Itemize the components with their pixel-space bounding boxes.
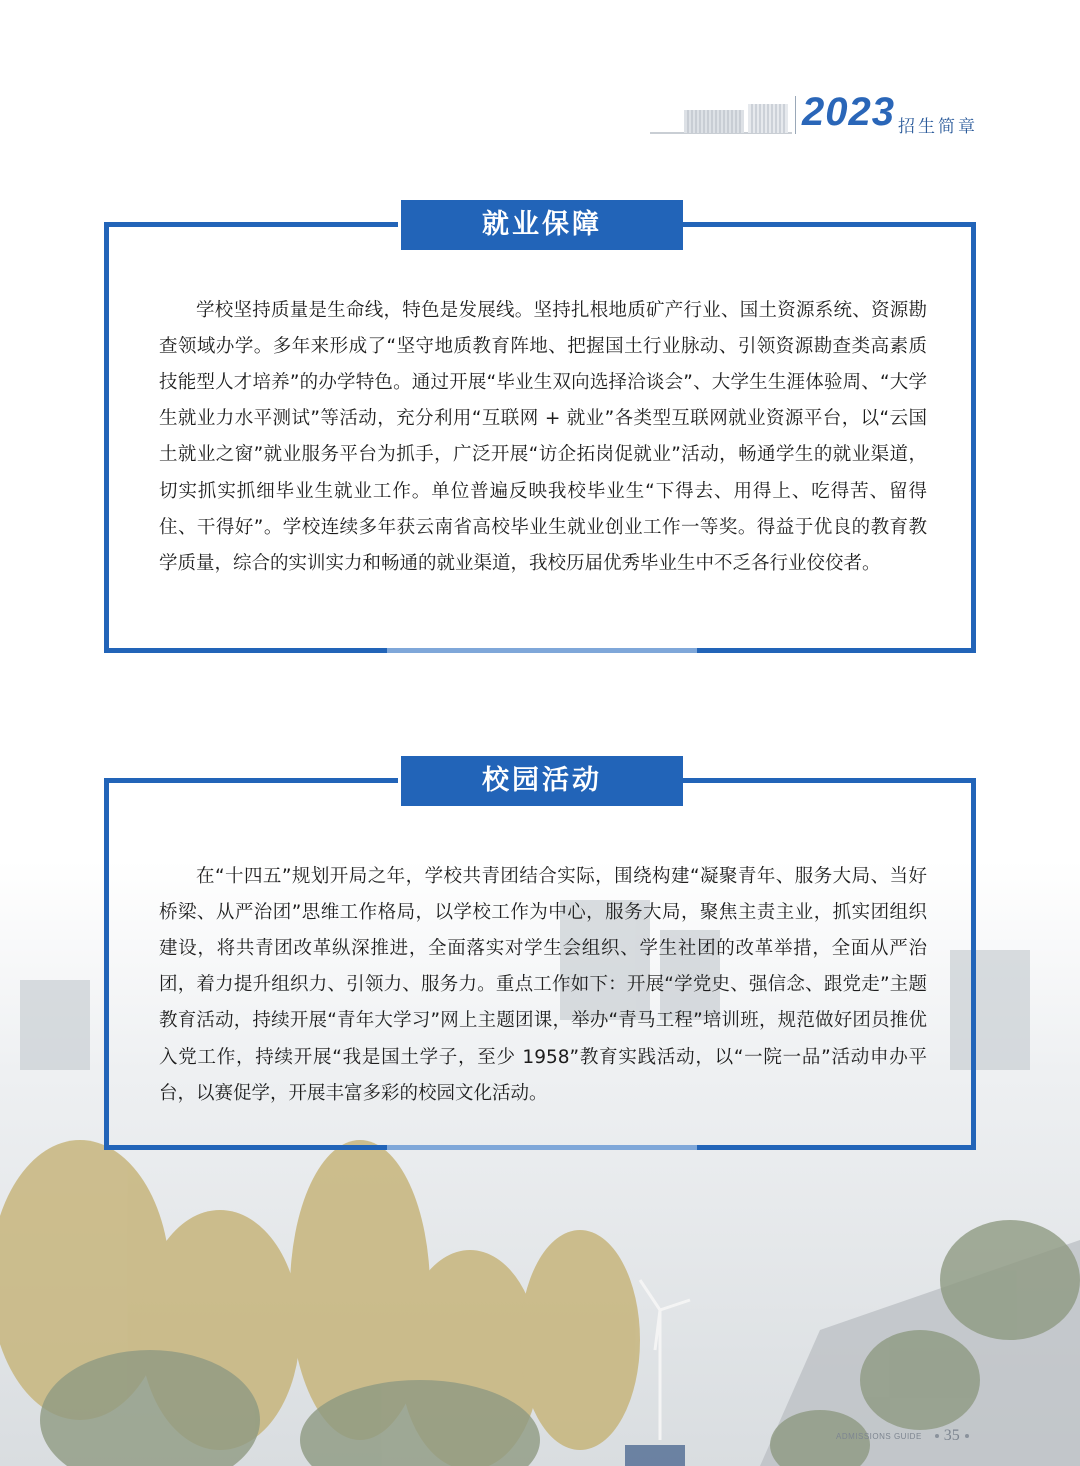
box-top-border-left: [104, 222, 398, 227]
header-divider: [795, 96, 796, 134]
box-bottom-highlight: [387, 1145, 697, 1150]
building-logo-icon: [650, 100, 792, 134]
section-body: 在“十四五”规划开局之年，学校共青团结合实际，围绕构建“凝聚青年、服务大局、当好桥梁、从严治团”思维工作格局，以学校工作为中心，服务大局，聚焦主责主业，抓实团组织建设，将共青团改革纵深推进，全面落实对学生会组织、学生社团的改革举措，全面从严治团，着力提升组织力、引领力、服务力。重点工作如下：开展“学党史、强信念、跟党走”主题教育活动，持续开展“青年大学习”网上主题团课，举办“青马工程”培训班，规范做好团员推优入党工作，持续开展“我是国土学子，至少 1958”教育实践活动，以“一院一品”活动申办平台，以赛促学，开展丰富多彩的校园文化活动。: [159, 865, 927, 1104]
campus-activities-section: [104, 765, 976, 1150]
section-title: 就业保障: [401, 200, 683, 250]
box-bottom-highlight: [387, 648, 697, 653]
employment-section: [104, 209, 976, 653]
footer-dot-icon: [935, 1434, 939, 1438]
footer-dot-icon: [965, 1434, 969, 1438]
box-top-border-right: [678, 222, 976, 227]
footer-label: ADMISSIONS GUIDE: [836, 1431, 922, 1441]
section-body: 学校坚持质量是生命线，特色是发展线。坚持扎根地质矿产行业、国土资源系统、资源勘查领域办学。多年来形成了“坚守地质教育阵地、把握国土行业脉动、引领资源勘查类高素质技能型人才培养”的办学特色。通过开展“毕业生双向选择洽谈会”、大学生生涯体验周、“大学生就业力水平测试”等活动，充分利用“互联网 + 就业”各类型互联网就业资源平台，以“云国土就业之窗”就业服务平台为抓手，广泛开展“访企拓岗促就业”活动，畅通学生的就业渠道，切实抓实抓细毕业生就业工作。单位普遍反映我校毕业生“下得去、用得上、吃得苦、留得住、干得好”。学校连续多年获云南省高校毕业生就业创业工作一等奖。得益于优良的教育教学质量，综合的实训实力和畅通的就业渠道，我校历届优秀毕业生中不乏各行业佼佼者。: [159, 299, 927, 574]
box-top-border-left: [104, 778, 398, 783]
page-number: 35: [943, 1427, 960, 1444]
page-header: [650, 92, 1030, 142]
box-top-border-right: [678, 778, 976, 783]
page-footer: [836, 1427, 974, 1445]
header-subtitle: 招生简章: [898, 117, 978, 137]
section-title: 校园活动: [401, 756, 683, 806]
header-year: 2023: [802, 90, 895, 134]
